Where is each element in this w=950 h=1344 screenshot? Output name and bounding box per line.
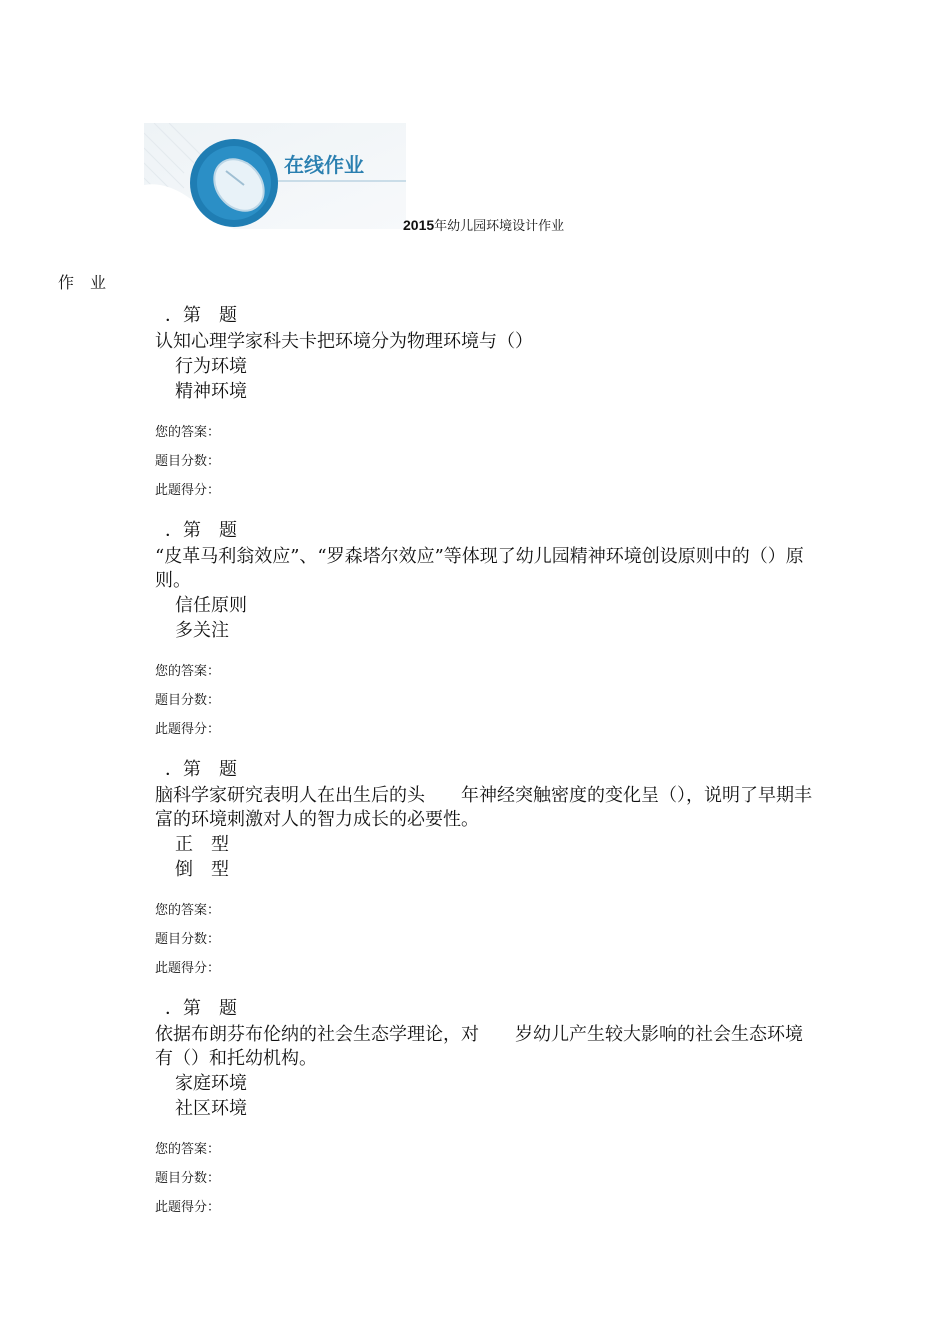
question-number: ．第 题 [165,520,237,541]
answer-option[interactable]: 家庭环境 [175,1073,247,1094]
question-number: ．第 题 [165,998,237,1019]
answer-option[interactable]: 正 型 [175,834,229,855]
banner-text: 在线作业 [284,153,364,177]
your-answer-label: 您的答案： [155,903,221,918]
question-block [155,519,815,744]
answer-option[interactable]: 社区环境 [175,1098,247,1119]
answer-option[interactable]: 信任原则 [175,595,247,616]
question-score-label: 题目分数： [155,454,221,469]
title-text: 年幼儿园环境设计作业 [434,219,565,234]
earned-score-label: 此题得分： [155,483,221,498]
question-block [155,758,815,983]
question-score-label: 题目分数： [155,932,221,947]
earned-score-label: 此题得分： [155,1200,221,1215]
earned-score-label: 此题得分： [155,722,221,737]
question-score-label: 题目分数： [155,693,221,708]
title-year: 2015 [403,217,435,233]
earned-score-label: 此题得分： [155,961,221,976]
online-homework-banner [144,123,406,229]
banner-graphic [144,123,406,229]
question-stem: 认知心理学家科夫卡把环境分为物理环境与（） [155,331,533,352]
document-title [403,215,564,234]
question-stem: 脑科学家研究表明人在出生后的头 年神经突触密度的变化呈（），说明了早期丰富的环境刺激对人的智力成长的必要性。 [155,785,812,830]
section-label: 作业 [58,273,123,292]
your-answer-label: 您的答案： [155,425,221,440]
question-number: ．第 题 [165,305,237,326]
your-answer-label: 您的答案： [155,1142,221,1157]
question-stem: 依据布朗芬布伦纳的社会生态学理论，对 岁幼儿产生较大影响的社会生态环境有（）和托幼机构。 [155,1024,803,1069]
question-block [155,304,815,505]
answer-option[interactable]: 行为环境 [175,356,247,377]
question-score-label: 题目分数： [155,1171,221,1186]
your-answer-label: 您的答案： [155,664,221,679]
question-number: ．第 题 [165,759,237,780]
question-stem: “皮革马利翁效应”、“罗森塔尔效应”等体现了幼儿园精神环境创设原则中的（）原则。 [155,546,804,591]
question-block [155,997,815,1222]
answer-option[interactable]: 倒 型 [175,859,229,880]
answer-option[interactable]: 精神环境 [175,381,247,402]
answer-option[interactable]: 多关注 [175,620,229,641]
